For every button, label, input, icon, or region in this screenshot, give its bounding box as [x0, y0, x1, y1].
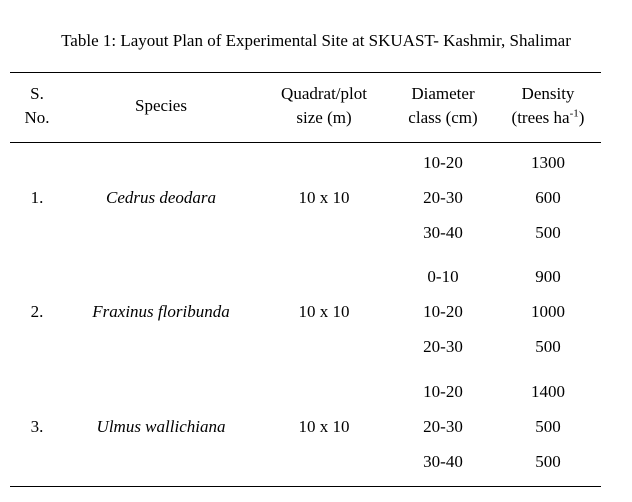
row-3-species: Ulmus wallichiana — [96, 417, 226, 436]
row-3-density-3: 500 — [535, 452, 561, 471]
row-1-density-2: 600 — [535, 188, 561, 207]
header-sno — [24, 82, 49, 130]
header-species: Species — [135, 96, 187, 115]
header-density-line1: Density — [521, 84, 575, 103]
density-unit-pre: (trees ha — [511, 108, 570, 127]
row-3-density-2: 500 — [535, 417, 561, 436]
row-2-diameter-1: 0-10 — [427, 267, 459, 286]
row-2-density-1: 900 — [535, 267, 561, 286]
row-3-sno: 3. — [30, 417, 44, 436]
row-1-diameter-2: 20-30 — [423, 188, 463, 207]
header-rule — [10, 142, 601, 143]
row-1-species: Cedrus deodara — [105, 188, 217, 207]
bottom-rule — [10, 486, 601, 487]
header-plot-line2: size (m) — [296, 108, 352, 127]
row-1-sno: 1. — [30, 188, 44, 207]
header-sno-line1: S. — [30, 84, 44, 103]
header-sno-line2: No. — [24, 108, 50, 127]
row-3-density-1: 1400 — [531, 382, 565, 401]
header-density-line2 — [512, 106, 585, 130]
header-diameter-line2: class (cm) — [408, 108, 478, 127]
header-plot-size — [281, 82, 367, 130]
row-1-plot-size: 10 x 10 — [298, 188, 350, 207]
row-2-diameter-2: 10-20 — [423, 302, 463, 321]
row-1-diameter-3: 30-40 — [423, 223, 463, 242]
row-2-sno: 2. — [30, 302, 44, 321]
row-1-density-1: 1300 — [531, 153, 565, 172]
table-caption: Table 1: Layout Plan of Experimental Site at SKUAST- Kashmir, Shalimar — [61, 31, 571, 50]
row-3-plot-size: 10 x 10 — [298, 417, 350, 436]
header-diameter-class — [408, 82, 477, 130]
density-unit-superscript: -1 — [569, 107, 579, 120]
row-1-diameter-1: 10-20 — [423, 153, 463, 172]
row-3-diameter-3: 30-40 — [423, 452, 463, 471]
row-1-density-3: 500 — [535, 223, 561, 242]
row-2-density-3: 500 — [535, 337, 561, 356]
row-3-diameter-1: 10-20 — [423, 382, 463, 401]
row-3-diameter-2: 20-30 — [423, 417, 463, 436]
top-rule — [10, 72, 601, 73]
header-plot-line1: Quadrat/plot — [281, 84, 367, 103]
row-2-density-2: 1000 — [531, 302, 565, 321]
row-2-plot-size: 10 x 10 — [298, 302, 350, 321]
row-2-species: Fraxinus floribunda — [92, 302, 230, 321]
density-unit-post: ) — [578, 108, 585, 127]
header-density — [512, 82, 585, 130]
header-diameter-line1: Diameter — [411, 84, 475, 103]
row-2-diameter-3: 20-30 — [423, 337, 463, 356]
